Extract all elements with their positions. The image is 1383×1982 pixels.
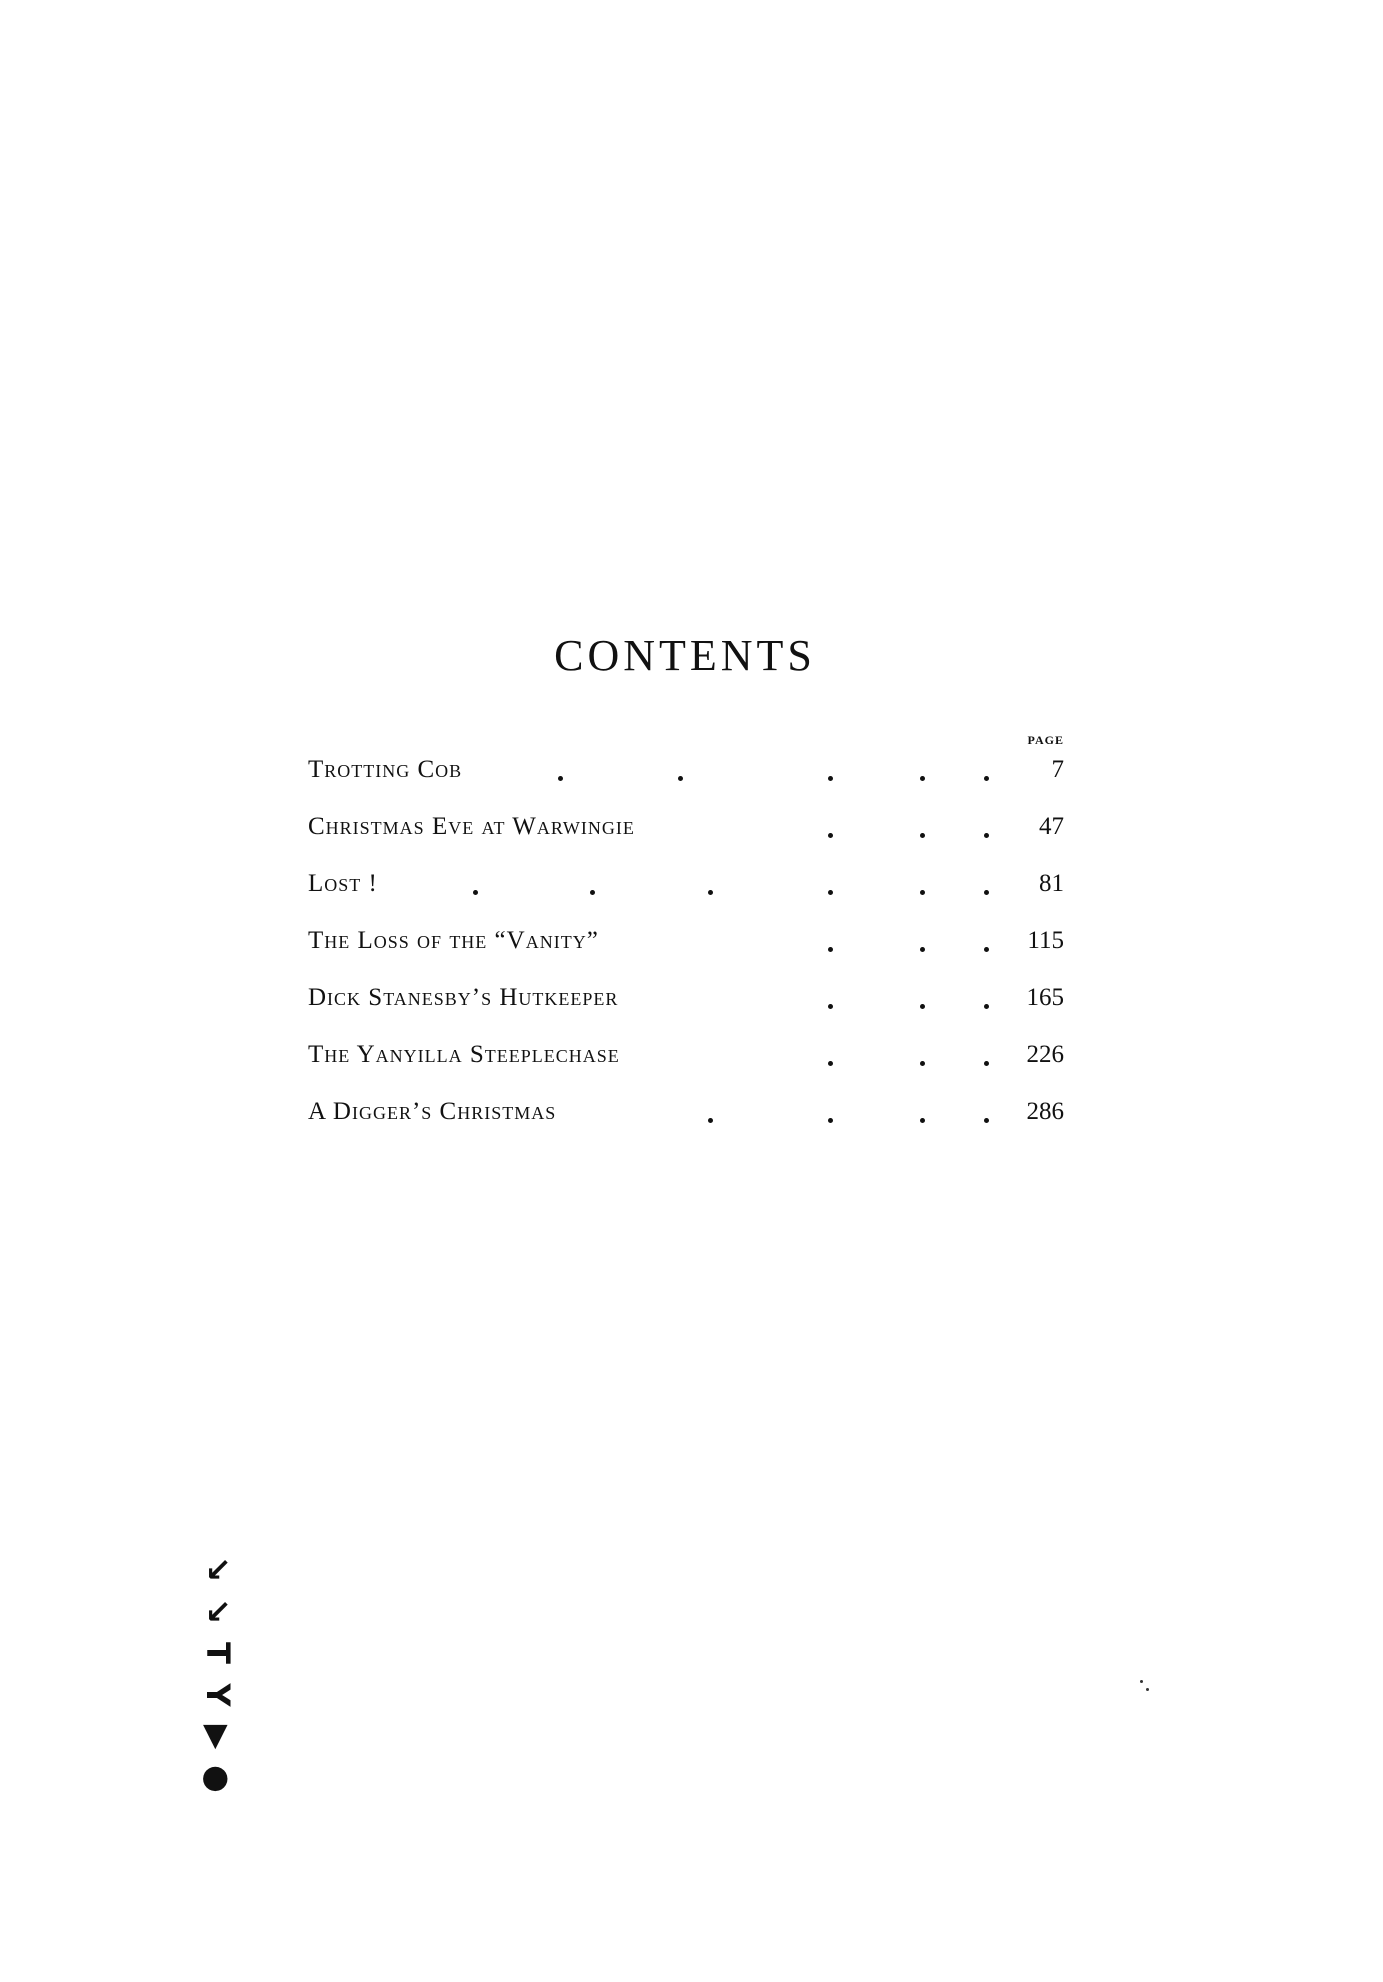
leader-dot [920,833,925,838]
stamp-glyph: ● [199,1765,237,1793]
toc-entry [308,919,1064,976]
library-stamp-marks [200,1548,236,1800]
leader-dot [920,1118,925,1123]
toc-entry [308,862,1064,919]
leader-dot [678,776,683,781]
toc-entry [308,805,1064,862]
leader-dot [828,947,833,952]
leader-dot [828,890,833,895]
toc-entry-page: 115 [1027,927,1064,954]
stamp-glyph: ↘ [199,1555,237,1583]
contents-heading: CONTENTS [554,631,816,680]
leader-dot [473,890,478,895]
leader-dot [920,1061,925,1066]
leader-dot [558,776,563,781]
toc-entry-page: 81 [1039,870,1064,897]
leader-dot [984,1118,989,1123]
leader-dot [828,776,833,781]
stamp-glyph: ▶ [199,1724,237,1750]
leader-dot [920,1004,925,1009]
stamp-glyph: T [199,1642,237,1664]
leader-dot [984,1004,989,1009]
toc-entry-title: A Digger’s Christmas [308,1098,557,1125]
leader-dot [984,1061,989,1066]
leader-dot [920,947,925,952]
toc-entry-title: Trotting Cob [308,756,463,783]
toc-entry-page: 286 [1026,1098,1064,1125]
toc-entry-page: 165 [1026,984,1064,1011]
toc-entry [308,1033,1064,1090]
toc-entry [308,976,1064,1033]
leader-dot [828,1061,833,1066]
leader-dot [984,947,989,952]
page-column-label: PAGE [1027,733,1064,747]
leader-dot [920,776,925,781]
toc-entry [308,748,1064,805]
stamp-glyph: ↘ [199,1597,237,1625]
toc-entry-title: The Yanyilla Steeplechase [308,1041,620,1068]
toc-entry-page: 7 [1051,756,1064,783]
leader-dot [708,890,713,895]
toc-entry-title: The Loss of the “Vanity” [308,927,599,954]
leader-dot [984,833,989,838]
toc-entry-page: 47 [1039,813,1064,840]
leader-dot [920,890,925,895]
toc-entry-title: Christmas Eve at Warwingie [308,813,635,840]
toc-entry-title: Dick Stanesby’s Hutkeeper [308,984,619,1011]
leader-dot [708,1118,713,1123]
leader-dot [828,1118,833,1123]
table-of-contents [308,748,1064,1147]
toc-entry [308,1090,1064,1147]
ink-speck [1146,1688,1149,1691]
ink-speck [1140,1680,1143,1683]
leader-dot [984,890,989,895]
stamp-glyph: Y [199,1683,237,1707]
leader-dot [828,833,833,838]
leader-dot [984,776,989,781]
toc-entry-title: Lost ! [308,870,378,897]
leader-dot [590,890,595,895]
toc-entry-page: 226 [1026,1041,1064,1068]
leader-dot [828,1004,833,1009]
